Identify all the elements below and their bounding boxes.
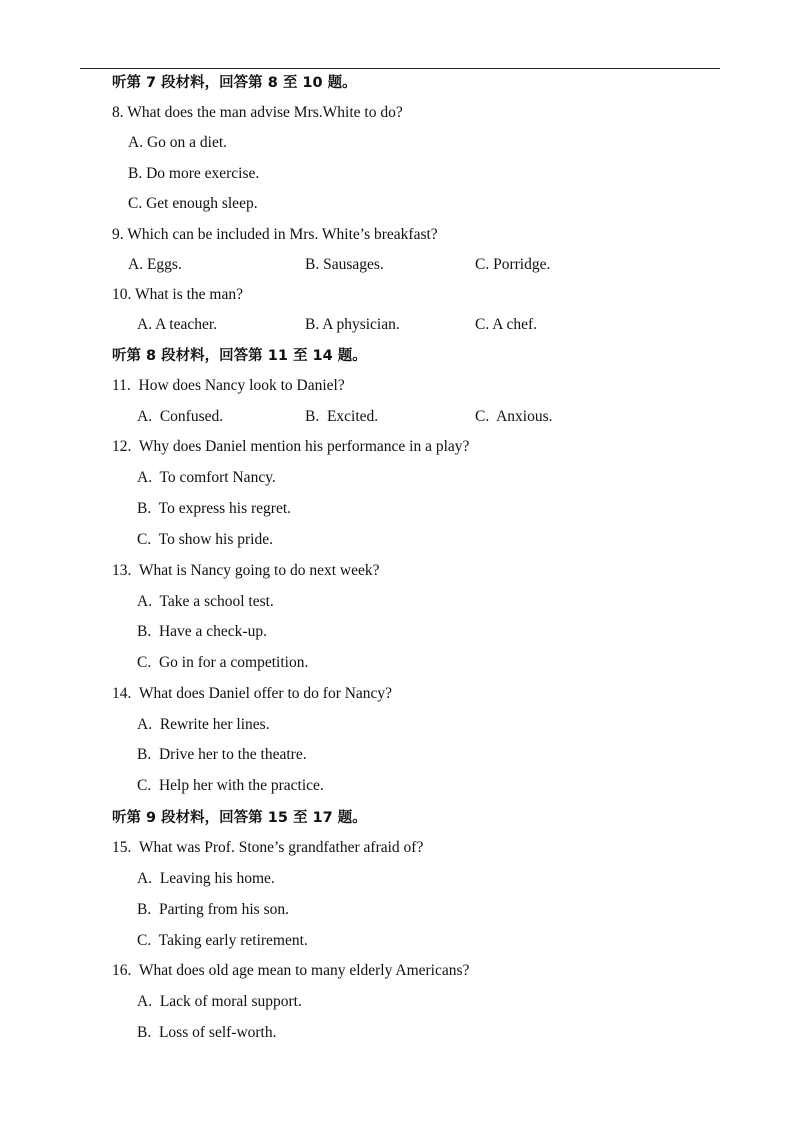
option-a: A. Rewrite her lines.	[137, 716, 270, 733]
section-heading: 听第 7 段材料，回答第 8 至 10 题。	[112, 75, 357, 91]
option-b: B. A physician.	[305, 316, 400, 333]
option-a: A. To comfort Nancy.	[137, 469, 276, 486]
option-c: C. Go in for a competition.	[137, 654, 309, 671]
option-c: C. To show his pride.	[137, 531, 273, 548]
option-a: A. A teacher.	[137, 316, 218, 333]
option-b: B. Sausages.	[305, 256, 384, 273]
option-b: B. Excited.	[305, 408, 379, 425]
section-heading: 听第 9 段材料，回答第 15 至 17 题。	[112, 810, 367, 826]
option-b: B. Have a check-up.	[137, 623, 267, 640]
option-c: C. Porridge.	[475, 256, 551, 273]
option-c: C. A chef.	[475, 316, 537, 333]
option-c: C. Get enough sleep.	[128, 195, 258, 212]
option-a: A. Go on a diet.	[128, 134, 228, 151]
option-c: C. Anxious.	[475, 408, 553, 425]
question-stem: 11. How does Nancy look to Daniel?	[112, 377, 345, 394]
question-stem: 10. What is the man?	[112, 286, 244, 303]
option-a: A. Leaving his home.	[137, 870, 275, 887]
question-stem: 14. What does Daniel offer to do for Nancy?	[112, 685, 393, 702]
option-a: A. Eggs.	[128, 256, 182, 273]
option-b: B. Do more exercise.	[128, 165, 260, 182]
option-b: B. Parting from his son.	[137, 901, 289, 918]
section-heading: 听第 8 段材料，回答第 11 至 14 题。	[112, 348, 367, 364]
option-a: A. Take a school test.	[137, 593, 274, 610]
question-stem: 16. What does old age mean to many elderly Americans?	[112, 962, 470, 979]
question-stem: 13. What is Nancy going to do next week?	[112, 562, 380, 579]
option-a: A. Lack of moral support.	[137, 993, 302, 1010]
top-rule	[80, 68, 720, 69]
question-stem: 8. What does the man advise Mrs.White to do?	[112, 104, 403, 121]
option-b: B. Loss of self-worth.	[137, 1024, 277, 1041]
question-stem: 15. What was Prof. Stone’s grandfather afraid of?	[112, 839, 424, 856]
option-a: A. Confused.	[137, 408, 224, 425]
option-c: C. Taking early retirement.	[137, 932, 308, 949]
option-b: B. To express his regret.	[137, 500, 292, 517]
option-c: C. Help her with the practice.	[137, 777, 324, 794]
option-b: B. Drive her to the theatre.	[137, 746, 307, 763]
question-stem: 12. Why does Daniel mention his performance in a play?	[112, 438, 470, 455]
question-stem: 9. Which can be included in Mrs. White’s breakfast?	[112, 226, 438, 243]
